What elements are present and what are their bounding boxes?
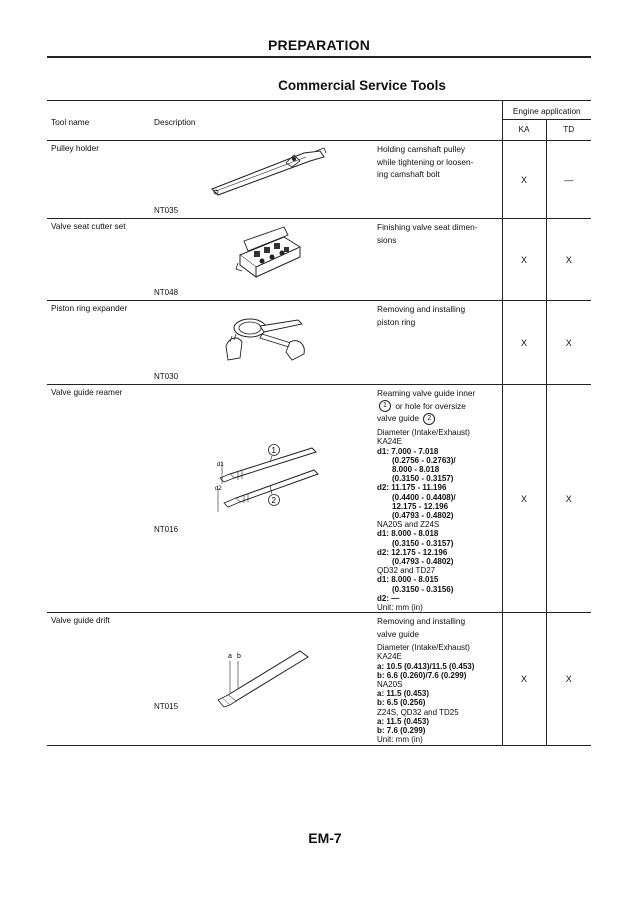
label-d1: d1 [217,462,224,468]
label-b: b [237,653,241,661]
desc-line: sions [377,234,397,245]
desc-line: valve guide [377,628,419,639]
label-a: a [228,653,232,661]
callout-1: 1 [379,400,391,412]
tool-name: Piston ring expander [47,301,150,385]
spec-line: (0.4400 - 0.4408)/ [392,492,456,502]
desc-line: 1 or hole for oversize [377,400,500,413]
tool-illustration [150,385,377,613]
tool-description [377,141,502,219]
spec-line: (0.3150 - 0.3156) [392,584,454,594]
table-row [47,301,591,385]
tool-illustration [150,301,377,385]
td-mark: X [546,219,591,301]
desc-line: piston ring [377,316,416,327]
spec-line: d1: 7.000 - 7.018 [377,446,439,456]
spec-line: (0.2756 - 0.2763)/ [392,455,456,465]
td-mark: X [546,613,591,746]
table-row [47,613,591,746]
spec-line: QD32 and TD27 [377,566,436,576]
tool-illustration [150,141,377,219]
spec-line: a: 11.5 (0.453) [377,716,430,726]
tool-name: Valve guide reamer [47,385,150,613]
ka-mark: X [502,613,546,746]
spec-line: b: 7.6 (0.299) [377,726,426,736]
callout-1: 1 [271,446,276,455]
table-row [47,385,591,613]
section-title: PREPARATION [267,37,371,53]
table-row [47,141,591,219]
desc-line: valve guide 2 [377,412,500,425]
td-mark: — [546,141,591,219]
page-number: EM-7 [308,830,342,846]
spec-line: Unit: mm (in) [377,602,423,612]
desc-line: Reaming valve guide inner [377,388,476,398]
desc-line: Holding camshaft pulley [377,144,466,154]
tool-description [377,613,502,746]
callout-2: 2 [423,413,435,425]
cutter-set-case-icon [234,225,304,283]
spec-line: (0.3150 - 0.3157) [392,538,454,548]
tool-description [377,219,502,301]
spec-line: (0.3150 - 0.3157) [392,474,454,484]
spec-line: d1: 8.000 - 8.018 [377,529,439,539]
spec-line: b: 6.6 (0.260)/7.6 (0.299) [377,670,467,680]
tool-name: Valve guide drift [47,613,150,746]
desc-line: Finishing valve seat dimen- [377,222,478,232]
ka-mark: X [502,141,546,219]
spec-block [377,428,500,612]
figure-code: NT015 [154,702,179,712]
reamer-icon [216,440,326,520]
callout-2: 2 [271,496,276,505]
spec-line: KA24E [377,652,402,662]
spec-line: d2: — [377,593,400,603]
tool-illustration [150,219,377,301]
spec-line: Z24S, QD32 and TD25 [377,707,459,717]
tool-description [377,301,502,385]
spec-line: 8.000 - 8.018 [392,464,440,474]
header-tool-name: Tool name [47,101,150,141]
table-row [47,219,591,301]
header-ka: KA [502,120,546,141]
ka-mark: X [502,219,546,301]
desc-line: Removing and installing [377,616,466,627]
page-subtitle: Commercial Service Tools [278,78,446,93]
spec-block [377,643,500,744]
spec-line: Diameter (Intake/Exhaust) [377,428,470,438]
title-rule [47,56,591,58]
tool-name: Valve seat cutter set [47,219,150,301]
desc-line: while tightening or loosen- [377,156,474,167]
spec-line: d2: 11.175 - 11.196 [377,483,447,493]
drift-icon [216,643,316,713]
header-engine-application: Engine application [502,101,591,120]
td-mark: X [546,301,591,385]
desc-line: ing camshaft bolt [377,169,440,179]
figure-code: NT035 [154,206,179,215]
spec-line: d1: 8.000 - 8.015 [377,575,439,585]
spec-line: a: 11.5 (0.453) [377,689,430,699]
spec-line: (0.4793 - 0.4802) [392,510,454,520]
service-tools-table [47,100,591,746]
spec-line: d2: 12.175 - 12.196 [377,547,448,557]
spec-line: KA24E [377,437,402,447]
ka-mark: X [502,301,546,385]
spec-line: a: 10.5 (0.413)/11.5 (0.453) [377,661,475,671]
tool-name: Pulley holder [47,141,150,219]
figure-code: NT048 [154,288,179,297]
figure-code: NT030 [154,372,179,381]
tool-illustration [150,613,377,746]
ring-expander-icon [220,306,310,366]
spec-line: NA20S and Z24S [377,520,440,530]
spec-line: Unit: mm (in) [377,735,423,745]
spec-line: (0.4793 - 0.4802) [392,556,454,566]
figure-code: NT016 [154,525,179,535]
td-mark: X [546,385,591,613]
tool-description [377,385,502,613]
ka-mark: X [502,385,546,613]
label-d2: d2 [215,486,222,492]
pulley-holder-icon [208,147,328,197]
spec-line: NA20S [377,680,403,689]
header-description: Description [150,101,502,141]
spec-line: Diameter (Intake/Exhaust) [377,643,470,653]
spec-line: b: 6.5 (0.256) [377,698,426,708]
spec-line: 12.175 - 12.196 [392,501,449,511]
header-td: TD [546,120,591,141]
desc-line: Removing and installing [377,304,466,314]
